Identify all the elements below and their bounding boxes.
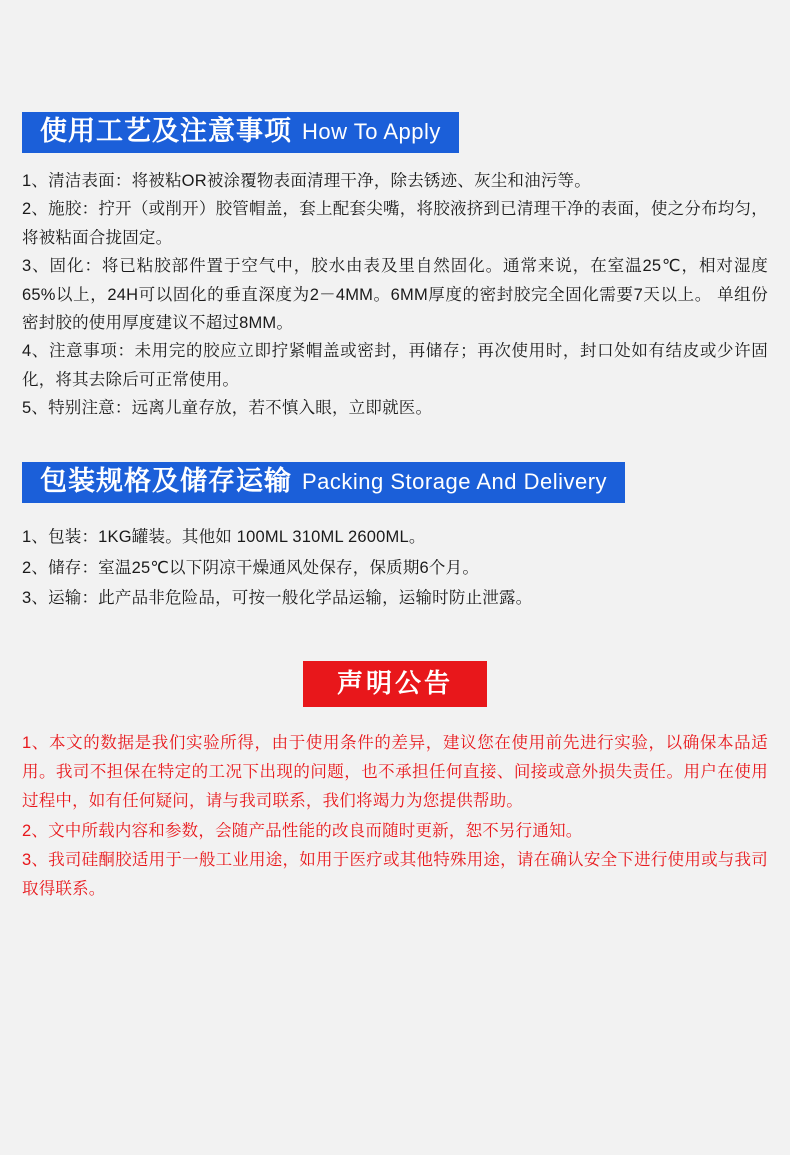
section-heading-bar bbox=[22, 462, 625, 503]
declaration-heading-wrap bbox=[22, 661, 768, 707]
section-heading-packing-storage-delivery bbox=[22, 462, 768, 503]
declaration-body bbox=[22, 729, 768, 905]
section-heading-title-cn: 包装规格及储存运输 bbox=[40, 466, 292, 497]
instruction-line: 2、施胶：拧开（或削开）胶管帽盖，套上配套尖嘴，将胶液挤到已清理干净的表面，使之分布均匀，将被粘面合拢固定。 bbox=[22, 200, 768, 247]
section-body-packing-storage-delivery bbox=[22, 523, 768, 612]
section-heading-how-to-apply bbox=[22, 112, 768, 153]
declaration-line: 1、本文的数据是我们实验所得，由于使用条件的差异，建议您在使用前先进行实验，以确保本品适用。我司不担保在特定的工况下出现的问题，也不承担任何直接、间接或意外损失责任。用户在使用过程中，如有任何疑问，请与我司联系，我们将竭力为您提供帮助。 bbox=[22, 733, 768, 811]
instruction-line: 3、固化：将已粘胶部件置于空气中，胶水由表及里自然固化。通常来说，在室温25℃，相对湿度65%以上，24H可以固化的垂直深度为2－4MM。6MM厚度的密封胶完全固化需要7天以上。 单组份密封胶的使用厚度建议不超过8MM。 bbox=[22, 257, 768, 332]
product-instruction-page bbox=[0, 112, 790, 1155]
section-body-how-to-apply bbox=[22, 167, 768, 422]
bottom-spacer bbox=[22, 905, 768, 965]
packing-line: 2、储存：室温25℃以下阴凉干燥通风处保存，保质期6个月。 bbox=[22, 558, 480, 577]
declaration-line: 3、我司硅酮胶适用于一般工业用途，如用于医疗或其他特殊用途，请在确认安全下进行使用或与我司取得联系。 bbox=[22, 850, 768, 899]
section-heading-title-en: Packing Storage And Delivery bbox=[302, 468, 608, 494]
section-heading-title-en: How To Apply bbox=[302, 118, 441, 144]
section-heading-bar bbox=[22, 112, 459, 153]
instruction-line: 4、注意事项：未用完的胶应立即拧紧帽盖或密封，再储存；再次使用时，封口处如有结皮或少许固化，将其去除后可正常使用。 bbox=[22, 342, 768, 389]
declaration-heading-bar: 声明公告 bbox=[303, 661, 487, 707]
section-heading-title-cn: 使用工艺及注意事项 bbox=[40, 116, 292, 146]
packing-line: 3、运输：此产品非危险品，可按一般化学品运输，运输时防止泄露。 bbox=[22, 589, 533, 608]
instruction-line: 1、清洁表面：将被粘OR被涂覆物表面清理干净，除去锈迹、灰尘和油污等。 bbox=[22, 172, 591, 190]
declaration-line: 2、文中所载内容和参数，会随产品性能的改良而随时更新，恕不另行通知。 bbox=[22, 821, 583, 840]
packing-line: 1、包装：1KG罐装。其他如 100ML 310ML 2600ML。 bbox=[22, 528, 426, 547]
instruction-line: 5、特别注意：远离儿童存放，若不慎入眼，立即就医。 bbox=[22, 399, 433, 417]
